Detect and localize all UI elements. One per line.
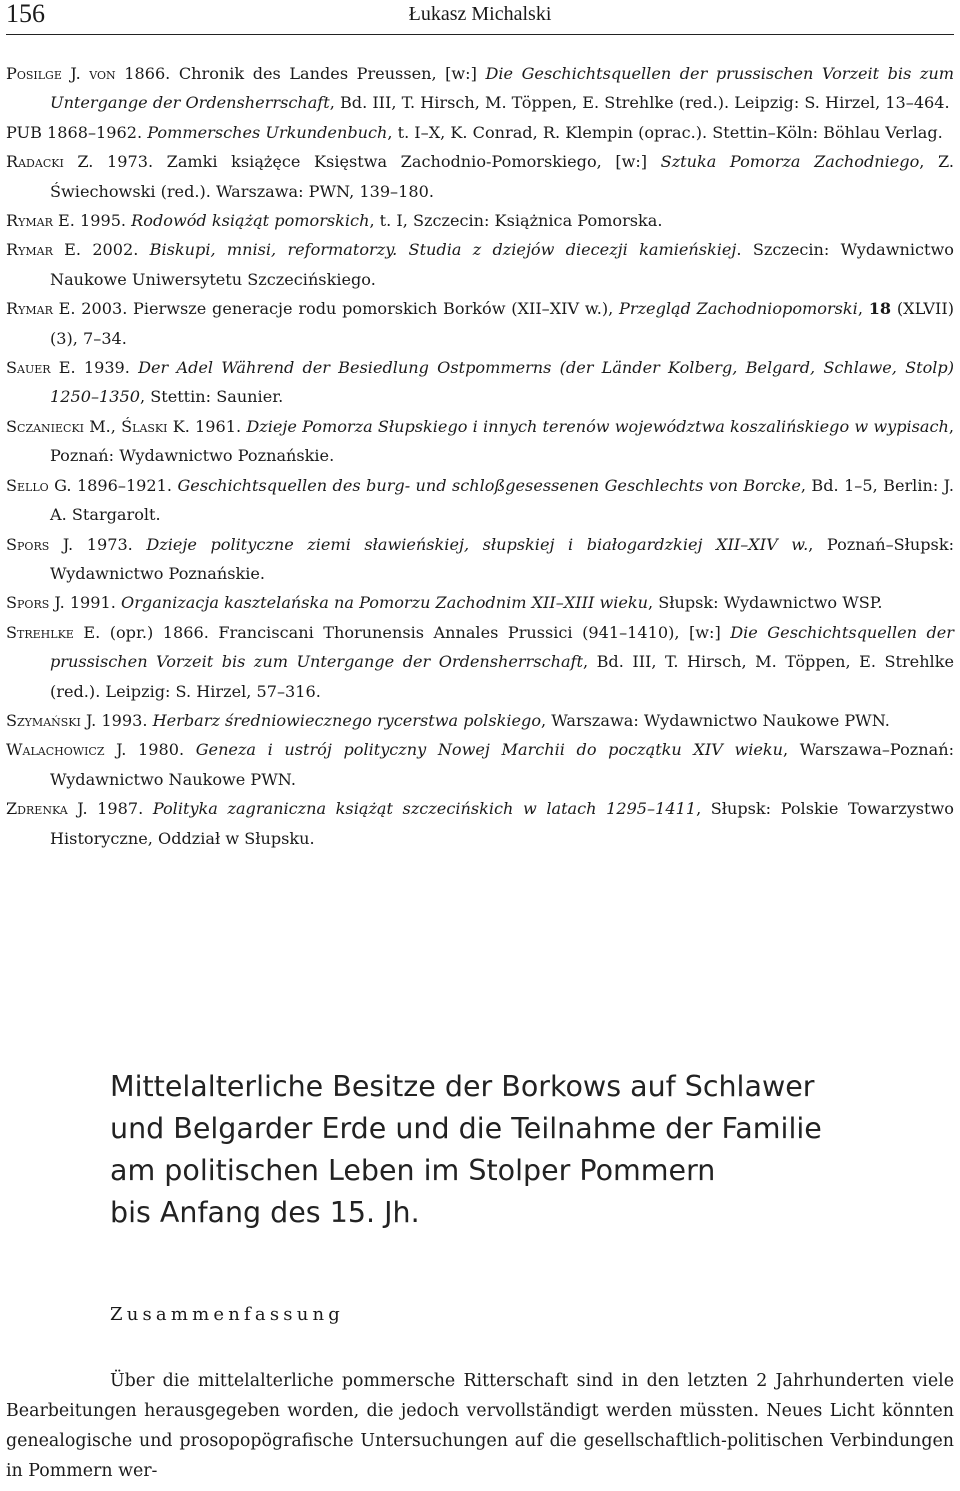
bibliography-entry [6, 147, 954, 206]
entry-text: , t. I–X, K. Conrad, R. Klempin (oprac.). Stettin–Köln: Böhlau Verlag. [387, 122, 943, 142]
entry-author: Sczaniecki M., Ślaski K. [6, 416, 190, 436]
entry-text: , Poznań: Wydawnictwo Poznańskie. [50, 416, 954, 466]
bibliography-entry [6, 794, 954, 853]
entry-author: Radacki Z. [6, 152, 94, 172]
page-number: 156 [6, 0, 45, 28]
entry-text: , Warszawa: Wydawnictwo Naukowe PWN. [541, 710, 890, 730]
entry-text: 2002. [81, 240, 150, 260]
entry-text: , Poznań–Słupsk: Wydawnictwo Poznańskie. [50, 534, 954, 583]
entry-author: Walachowicz J. [6, 740, 127, 760]
entry-title-italic: Die Geschichtsquellen der prussischen Vorzeit bis zum Untergange der Ordensherrschaft [50, 622, 954, 672]
entry-author: PUB [6, 122, 42, 142]
entry-author: Spors J. [6, 593, 65, 613]
entry-text: 1991. [64, 593, 122, 613]
running-head-author: Łukasz Michalski [408, 3, 552, 25]
entry-title-italic: Geneza i ustrój polityczny Nowej Marchii do początku XIV wieku [195, 740, 784, 760]
entry-text: , Warszawa–Poznań: Wydawnictwo Naukowe PWN. [50, 740, 955, 789]
entry-text: 1866. Chronik des Landes Preussen, [w:] [115, 64, 486, 83]
bibliography-entry [6, 530, 954, 589]
entry-author: Spors J. [6, 534, 74, 554]
bibliography-entry [6, 588, 954, 617]
entry-text: , [857, 299, 869, 319]
entry-author: Szymański J. [6, 710, 97, 730]
bibliography-entry [6, 618, 954, 706]
entry-text: 1896–1921. [71, 475, 178, 495]
entry-title-italic: Der Adel Während der Besiedlung Ostpommerns (der Länder Kolberg, Belgard, Schlawe, Stolp) 1250–1350 [50, 358, 954, 407]
entry-author: Posilge J. von [6, 64, 116, 83]
entry-author: Sello G. [6, 475, 72, 495]
entry-author: Rymar E. [6, 299, 76, 319]
entry-title-italic: Sztuka Pomorza Zachodniego [660, 152, 920, 172]
bibliography-list [6, 59, 954, 853]
bibliography-entry [6, 235, 954, 294]
entry-author: Sauer E. [6, 358, 76, 378]
bibliography-entry [6, 706, 954, 735]
entry-text: 1993. [96, 710, 153, 730]
entry-title-italic: Przegląd Zachodniopomorski [619, 299, 858, 319]
entry-title-italic: Dzieje Pomorza Słupskiego i innych terenów województwa koszalińskiego w wypisach [246, 416, 949, 436]
article-title-line: und Belgarder Erde und die Teilnahme der Familie [110, 1112, 822, 1145]
entry-text: 1987. [87, 799, 153, 819]
entry-text: 1980. [126, 740, 196, 760]
entry-title-italic: Geschichtsquellen des burg- und schloßgesessenen Geschlechts von Borcke [177, 475, 801, 495]
entry-author: Rymar E. [6, 211, 75, 231]
bibliography-entry [6, 118, 954, 147]
running-header [6, 0, 954, 35]
entry-text: 1973. [73, 534, 147, 554]
entry-author: Strehlke E. [6, 622, 101, 642]
entry-text: 2003. Pierwsze generacje rodu pomorskich Borków (XII–XIV w.), [75, 299, 620, 319]
bibliography-entry [6, 735, 954, 794]
entry-text: 1939. [75, 358, 139, 378]
entry-text: 18 [868, 299, 892, 319]
article-title-line: Mittelalterliche Besitze der Borkows auf Schlawer [110, 1070, 815, 1103]
entry-title-italic: Die Geschichtsquellen der prussischen Vorzeit bis zum Untergange der Ordensherrschaft [50, 64, 954, 113]
entry-text: , Z. Świechowski (red.). Warszawa: PWN, 139–180. [50, 152, 954, 201]
entry-title-italic: Biskupi, mnisi, reformatorzy. Studia z dziejów diecezji kamieńskiej [149, 240, 737, 260]
entry-title-italic: Rodowód książąt pomorskich [131, 211, 370, 231]
entry-author: Rymar E. [6, 240, 82, 260]
entry-text: . Szczecin: Wydawnictwo Naukowe Uniwersytetu Szczecińskiego. [50, 240, 954, 289]
entry-text: 1961. [189, 416, 247, 436]
entry-text: 1973. Zamki książęce Księstwa Zachodnio-Pomorskiego, [w:] [93, 152, 661, 172]
entry-text: , t. I, Szczecin: Książnica Pomorska. [369, 211, 663, 231]
bibliography-entry [6, 206, 954, 235]
entry-text: 1995. [74, 211, 132, 231]
entry-text: , Słupsk: Polskie Towarzystwo Historyczne, Oddział w Słupsku. [50, 799, 954, 848]
summary-paragraph: Über die mittelalterliche pommersche Ritterschaft sind in den letzten 2 Jahrhunderten viele Bearbeitungen herausgegeben worden, die jedoch vervollständigt werden müssten. Neues Licht könnten genealogische und prosopopögrafische Untersuchungen auf die gesellschaftlich-politischen Verbindungen in Pommern wer- [6, 1371, 954, 1481]
bibliography-entry [6, 471, 954, 530]
article-title [110, 1066, 950, 1234]
entry-text: , Słupsk: Wydawnictwo WSP. [648, 593, 883, 613]
entry-text: , Stettin: Saunier. [139, 387, 284, 407]
entry-text: (XLVII)(3), 7–34. [50, 299, 954, 348]
entry-title-italic: Herbarz średniowiecznego rycerstwa polskiego [152, 710, 542, 730]
entry-text: (opr.) 1866. Franciscani Thorunensis Annales Prussici (941–1410), [w:] [100, 622, 731, 642]
article-title-line: bis Anfang des 15. Jh. [110, 1196, 420, 1229]
bibliography-entry [6, 412, 954, 471]
entry-author: Zdrenka J. [6, 799, 88, 819]
bibliography-entry [6, 294, 954, 353]
entry-text: , Bd. III, T. Hirsch, M. Töppen, E. Strehlke (red.). Leipzig: S. Hirzel, 13–464. [329, 93, 950, 113]
entry-title-italic: Pommersches Urkundenbuch [147, 122, 388, 142]
entry-text: 1868–1962. [41, 122, 148, 142]
summary-heading: Zusammenfassung [110, 1304, 345, 1325]
bibliography-entry [6, 59, 954, 118]
entry-title-italic: Organizacja kasztelańska na Pomorzu Zachodnim XII–XIII wieku [121, 593, 649, 613]
bibliography-entry [6, 353, 954, 412]
entry-text: , Bd. 1–5, Berlin: J. A. Stargarolt. [50, 475, 954, 525]
entry-text: , Bd. III, T. Hirsch, M. Töppen, E. Strehlke (red.). Leipzig: S. Hirzel, 57–316. [50, 652, 954, 701]
entry-title-italic: Polityka zagraniczna książąt szczecińskich w latach 1295–1411 [152, 799, 697, 819]
article-title-line: am politischen Leben im Stolper Pommern [110, 1154, 716, 1187]
entry-title-italic: Dzieje polityczne ziemi sławieńskiej, słupskiej i białogardzkiej XII–XIV w. [146, 534, 809, 554]
